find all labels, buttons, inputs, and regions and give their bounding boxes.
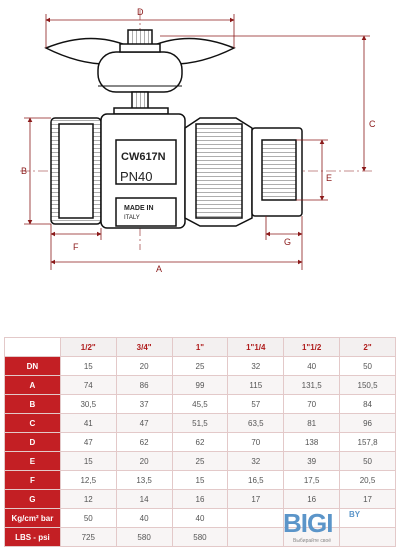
logo-suffix: BY bbox=[349, 510, 361, 519]
table-cell: 70 bbox=[284, 395, 340, 414]
table-corner-cell bbox=[5, 338, 61, 357]
table-cell: 20,5 bbox=[340, 471, 396, 490]
valve-origin-line2: ITALY bbox=[124, 215, 140, 221]
row-label: C bbox=[5, 414, 61, 433]
table-cell: 17,5 bbox=[284, 471, 340, 490]
valve-origin-line1: MADE IN bbox=[124, 205, 154, 212]
table-cell: 15 bbox=[172, 471, 228, 490]
table-cell: 131,5 bbox=[284, 376, 340, 395]
row-label: B bbox=[5, 395, 61, 414]
table-cell: 70 bbox=[228, 433, 284, 452]
row-label: DN bbox=[5, 357, 61, 376]
table-cell: 580 bbox=[172, 528, 228, 547]
table-cell: 25 bbox=[172, 452, 228, 471]
table-cell: 16,5 bbox=[228, 471, 284, 490]
table-cell bbox=[228, 509, 284, 528]
row-label: Kg/cm² bar bbox=[5, 509, 61, 528]
column-header: 1"1/4 bbox=[228, 338, 284, 357]
table-row bbox=[5, 395, 396, 414]
dim-label-a: A bbox=[156, 264, 163, 274]
table-cell: 62 bbox=[116, 433, 172, 452]
valve-pressure-text: PN40 bbox=[120, 169, 153, 184]
row-label: F bbox=[5, 471, 61, 490]
table-cell: 20 bbox=[116, 452, 172, 471]
logo-text: BIGI bbox=[283, 508, 333, 538]
table-cell: 580 bbox=[116, 528, 172, 547]
column-header: 2" bbox=[340, 338, 396, 357]
table-cell: 39 bbox=[284, 452, 340, 471]
table-cell: 25 bbox=[172, 357, 228, 376]
logo-tagline: Выбирайте своё bbox=[293, 538, 332, 544]
column-header: 1/2" bbox=[60, 338, 116, 357]
table-cell: 12,5 bbox=[60, 471, 116, 490]
table-cell: 725 bbox=[60, 528, 116, 547]
table-cell: 20 bbox=[116, 357, 172, 376]
dim-label-f: F bbox=[73, 242, 79, 252]
table-cell: 150,5 bbox=[340, 376, 396, 395]
table-cell: 40 bbox=[172, 509, 228, 528]
table-cell: 40 bbox=[284, 357, 340, 376]
handle bbox=[46, 30, 234, 114]
table-cell: 86 bbox=[116, 376, 172, 395]
table-cell: 15 bbox=[60, 357, 116, 376]
table-cell: 16 bbox=[284, 490, 340, 509]
table-cell bbox=[228, 528, 284, 547]
table-cell: 15 bbox=[60, 452, 116, 471]
table-cell: 16 bbox=[172, 490, 228, 509]
table-row bbox=[5, 490, 396, 509]
column-header: 3/4" bbox=[116, 338, 172, 357]
dim-label-g: G bbox=[284, 237, 292, 247]
table-row bbox=[5, 357, 396, 376]
table-cell: 41 bbox=[60, 414, 116, 433]
table-cell: 81 bbox=[284, 414, 340, 433]
table-cell: 50 bbox=[60, 509, 116, 528]
table-cell: 84 bbox=[340, 395, 396, 414]
table-row bbox=[5, 414, 396, 433]
dim-label-e: E bbox=[326, 173, 333, 183]
table-cell: 12 bbox=[60, 490, 116, 509]
table-cell: 45,5 bbox=[172, 395, 228, 414]
table-cell: 32 bbox=[228, 357, 284, 376]
bigi-logo bbox=[283, 508, 373, 548]
valve-body bbox=[51, 114, 302, 228]
table-cell: 17 bbox=[340, 490, 396, 509]
table-cell: 157,8 bbox=[340, 433, 396, 452]
table-row bbox=[5, 452, 396, 471]
dim-label-b: B bbox=[21, 166, 28, 176]
table-row bbox=[5, 433, 396, 452]
table-cell: 74 bbox=[60, 376, 116, 395]
row-label: G bbox=[5, 490, 61, 509]
table-cell: 50 bbox=[340, 452, 396, 471]
table-cell: 47 bbox=[116, 414, 172, 433]
table-cell: 51,5 bbox=[172, 414, 228, 433]
table-cell: 30,5 bbox=[60, 395, 116, 414]
table-cell: 62 bbox=[172, 433, 228, 452]
table-cell: 50 bbox=[340, 357, 396, 376]
table-row bbox=[5, 471, 396, 490]
column-header: 1"1/2 bbox=[284, 338, 340, 357]
table-cell: 57 bbox=[228, 395, 284, 414]
table-header-row bbox=[5, 338, 396, 357]
table-cell: 63,5 bbox=[228, 414, 284, 433]
column-header: 1" bbox=[172, 338, 228, 357]
table-cell: 115 bbox=[228, 376, 284, 395]
table-cell: 99 bbox=[172, 376, 228, 395]
valve-model-text: CW617N bbox=[121, 151, 166, 163]
dim-label-d: D bbox=[137, 7, 144, 17]
table-cell: 37 bbox=[116, 395, 172, 414]
table-cell: 13,5 bbox=[116, 471, 172, 490]
table-cell: 138 bbox=[284, 433, 340, 452]
row-label: LBS - psi bbox=[5, 528, 61, 547]
row-label: D bbox=[5, 433, 61, 452]
table-cell: 32 bbox=[228, 452, 284, 471]
table-cell: 40 bbox=[116, 509, 172, 528]
row-label: A bbox=[5, 376, 61, 395]
table-cell: 17 bbox=[228, 490, 284, 509]
table-row bbox=[5, 376, 396, 395]
row-label: E bbox=[5, 452, 61, 471]
dim-label-c: C bbox=[369, 119, 376, 129]
table-cell: 96 bbox=[340, 414, 396, 433]
table-cell: 14 bbox=[116, 490, 172, 509]
table-cell: 47 bbox=[60, 433, 116, 452]
